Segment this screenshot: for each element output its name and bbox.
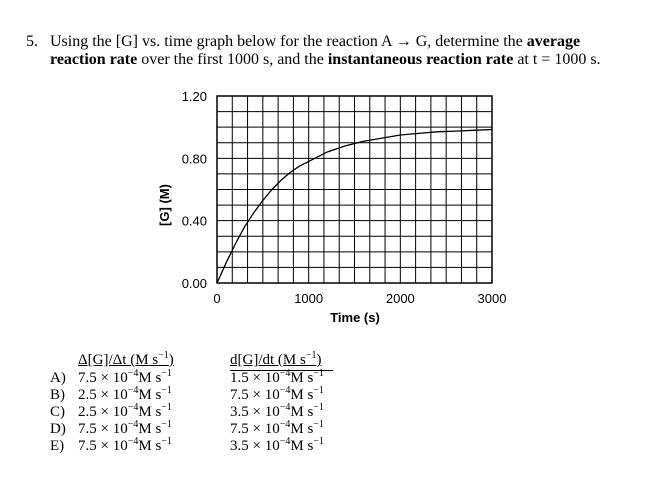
choice-letter: D) [50,421,66,437]
avg-rate-header [78,352,174,369]
question-bold-instantaneous: instantaneous reaction rate [327,51,514,68]
inst-rate-header [230,352,321,369]
choice-inst-rate: $7.5 \times 10^{-4}M$ $s^{-1}$ [230,419,324,437]
y-tick-label: 1.20 [181,89,207,104]
choice-letter: A) [50,370,66,386]
avg-rate-header-text [78,352,174,368]
question-text-part: Using the [G] vs. time graph below for the reaction A [50,33,392,50]
header-part: ) [168,352,174,368]
header-sup: −1 [158,350,169,361]
chart-grid [217,96,492,283]
header-part: d[G]/dt (M s [230,352,306,368]
choice-inst-rate: $3.5 \times 10^{-4}M$ $s^{-1}$ [230,436,324,454]
choice-letter: B) [50,387,65,403]
choice-inst-rate: $3.5 \times 10^{-4}M$ $s^{-1}$ [230,402,324,420]
question-bold-reaction-rate: reaction rate [50,51,138,68]
choice-avg-rate: $7.5 \times 10^{-4}M$ $s^{-1}$ [78,436,172,454]
choice-letter: C) [50,404,65,420]
choice-inst-rate: $7.5 \times 10^{-4}M$ $s^{-1}$ [230,385,324,403]
choice-avg-rate: $7.5 \times 10^{-4}M$ $s^{-1}$ [78,419,172,437]
header-sup: −1 [305,350,317,361]
question-text-part: at t = 1000 s. [513,51,601,68]
choice-avg-rate: $7.5 \times 10^{-4}M$ $s^{-1}$ [78,368,172,386]
choice-letter: E) [50,438,65,454]
y-tick-label: 0.40 [181,213,207,229]
y-tick-label: 0.00 [181,276,207,291]
x-tick-label: 1000 [294,291,324,306]
choice-avg-rate: $2.5 \times 10^{-4}M$ $s^{-1}$ [78,402,172,420]
y-tick-label: 0.80 [181,151,207,167]
x-tick-label: 2000 [385,291,415,306]
header-part: Δ[G]/Δt (M s [78,352,159,368]
question-bold-average: average [526,33,581,50]
choice-avg-rate: $2.5 \times 10^{-4}M$ $s^{-1}$ [78,385,172,403]
x-axis-title: Time (s) [330,310,380,325]
inst-rate-header-text [230,352,321,368]
reaction-arrow: → [395,33,412,50]
choice-inst-rate: $1.5 \times 10^{-4}M$ $s^{-1}$ [230,368,324,386]
x-tick-label: 3000 [477,291,507,306]
header-part: ) [316,352,322,368]
question-text-part: G, determine the [415,33,527,50]
x-tick-label: 0 [213,291,221,306]
chart-tick-labels [182,89,507,306]
question-number: 5. [26,33,38,50]
question-text-part: over the first 1000 s, and the [137,51,328,68]
y-axis-title: [G] (M) [157,184,172,226]
